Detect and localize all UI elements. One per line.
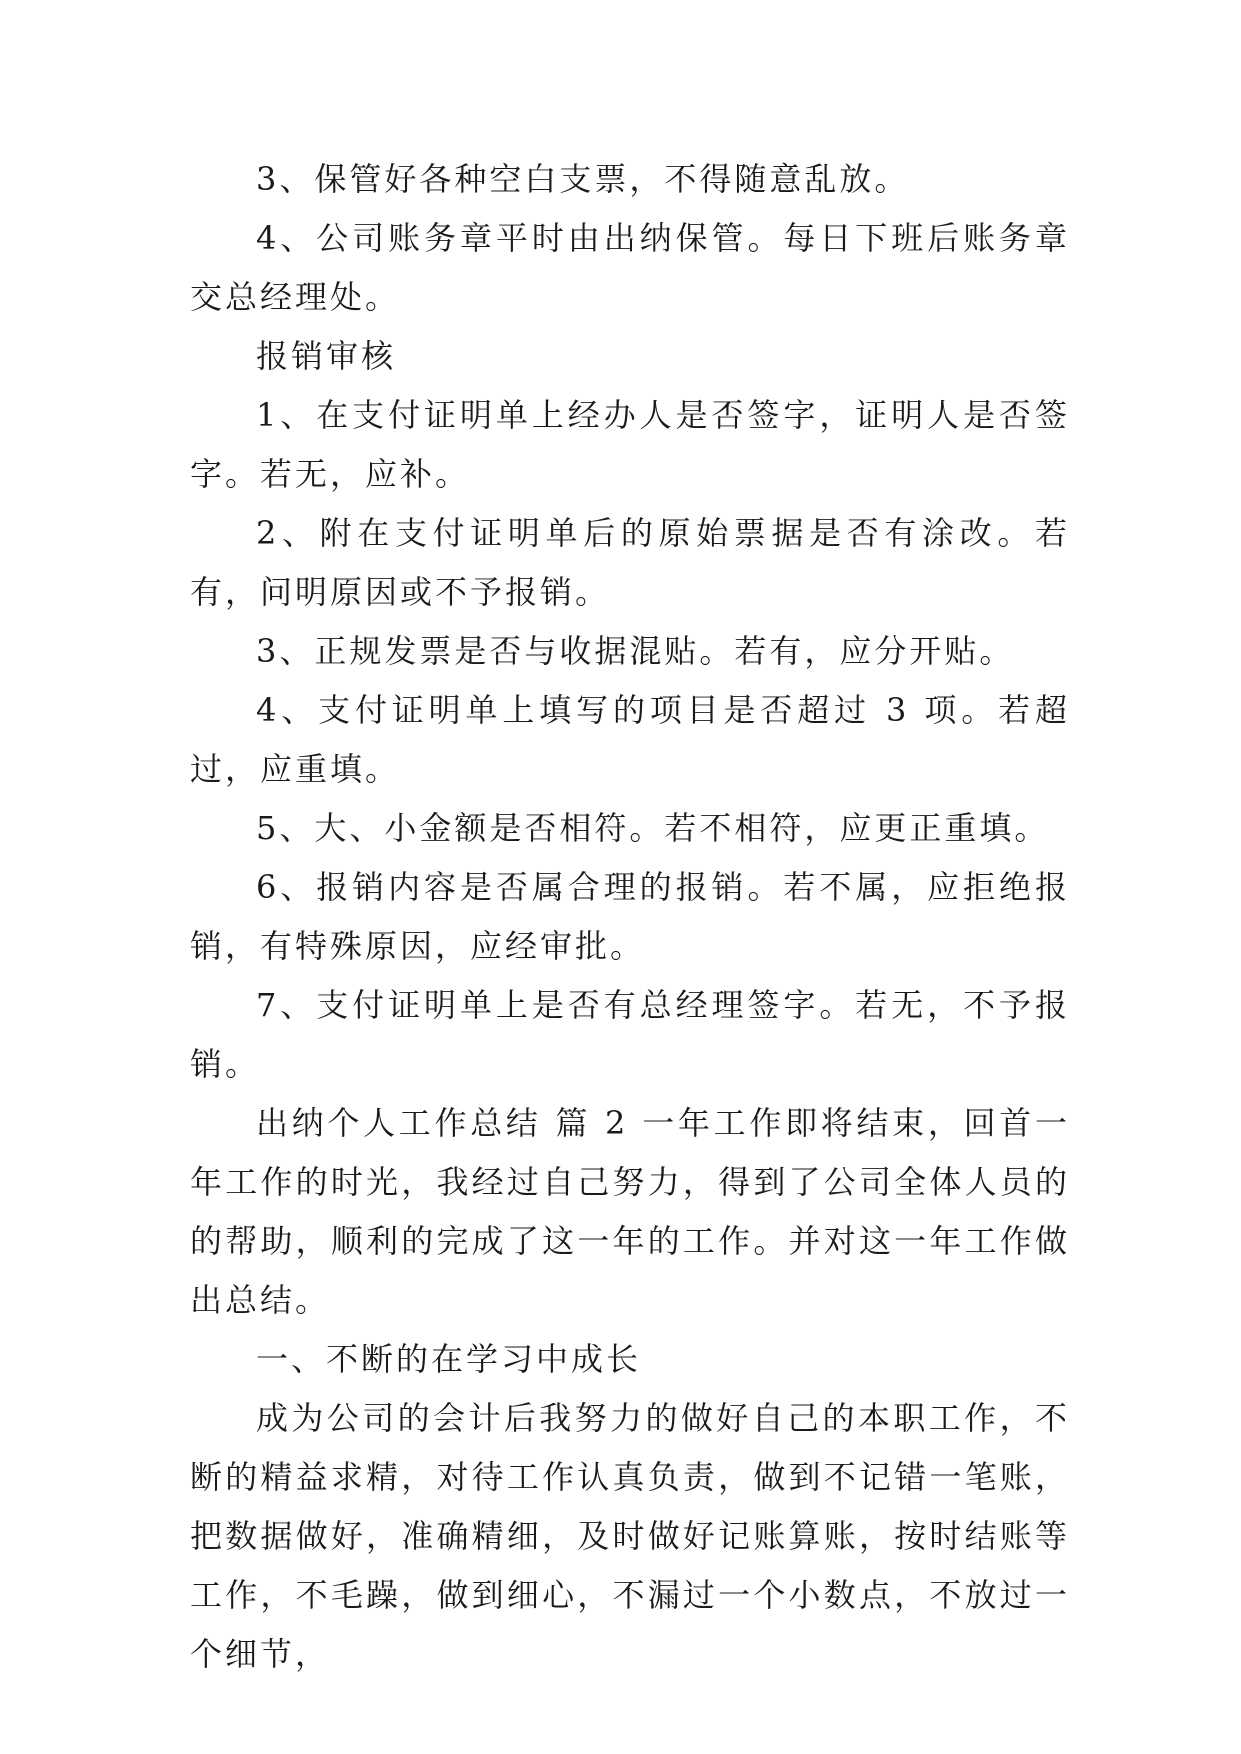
paragraph-review-2: 2、附在支付证明单后的原始票据是否有涂改。若有，问明原因或不予报销。 bbox=[190, 514, 1070, 611]
paragraph-review-5: 5、大、小金额是否相符。若不相符，应更正重填。 bbox=[256, 809, 1050, 847]
paragraph-review-4: 4、支付证明单上填写的项目是否超过 3 项。若超过，应重填。 bbox=[190, 691, 1070, 788]
paragraph-review-6: 6、报销内容是否属合理的报销。若不属，应拒绝报销，有特殊原因，应经审批。 bbox=[190, 868, 1070, 965]
paragraph-custody-4: 4、公司账务章平时由出纳保管。每日下班后账务章交总经理处。 bbox=[190, 219, 1070, 316]
paragraph-review-3: 3、正规发票是否与收据混贴。若有，应分开贴。 bbox=[256, 632, 1015, 670]
paragraph-review-1: 1、在支付证明单上经办人是否签字，证明人是否签字。若无，应补。 bbox=[190, 396, 1070, 493]
paragraph-custody-3: 3、保管好各种空白支票，不得随意乱放。 bbox=[256, 160, 910, 198]
paragraph-review-7: 7、支付证明单上是否有总经理签字。若无，不予报销。 bbox=[190, 986, 1070, 1083]
paragraph-summary-part2-intro: 出纳个人工作总结 篇 2 一年工作即将结束，回首一年工作的时光，我经过自己努力，得到了公司全体人员的的帮助，顺利的完成了这一年的工作。并对这一年工作做出总结。 bbox=[190, 1104, 1070, 1319]
paragraph-learning-body: 成为公司的会计后我努力的做好自己的本职工作，不断的精益求精，对待工作认真负责，做到不记错一笔账，把数据做好，准确精细，及时做好记账算账，按时结账等工作，不毛躁，做到细心，不漏过一个小数点，不放过一个细节， bbox=[190, 1399, 1070, 1673]
section-heading-learning: 一、不断的在学习中成长 bbox=[256, 1340, 642, 1378]
document-body bbox=[190, 150, 1070, 1684]
section-heading-reimbursement-review: 报销审核 bbox=[256, 337, 397, 375]
